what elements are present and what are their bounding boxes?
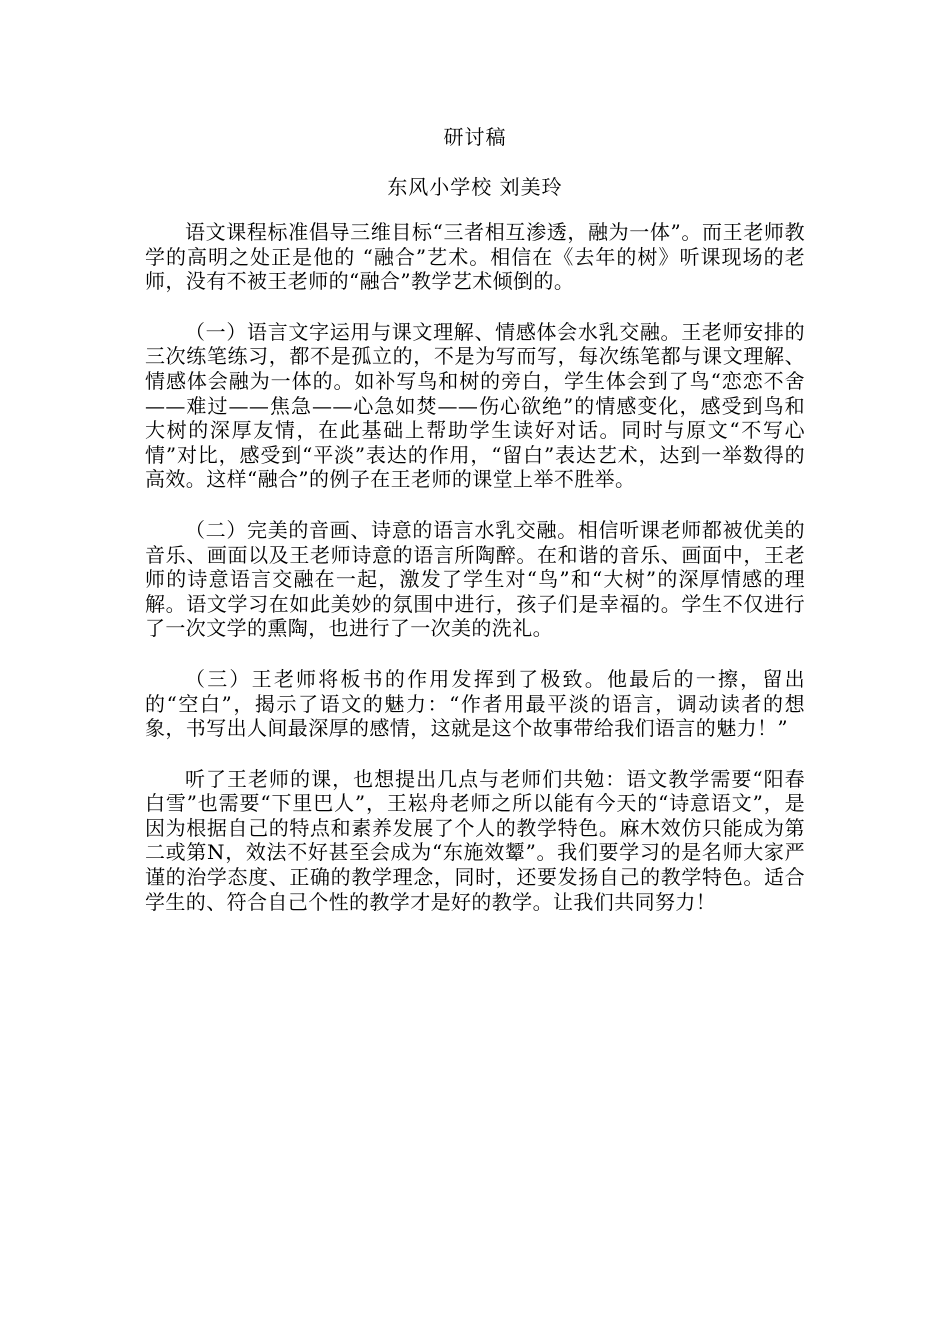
document-author: 东风小学校 刘美玲 <box>387 175 563 199</box>
paragraph-section-1: （一）语言文字运用与课文理解、情感体会水乳交融。王老师安排的三次练笔练习，都不是孤立的，不是为写而写，每次练笔都与课文理解、情感体会融为一体的。如补写鸟和树的旁白，学生体会到了鸟“恋恋不舍——难过——焦急——心急如焚——伤心欲绝”的情感变化，感受到鸟和大树的深厚友情，在此基础上帮助学生读好对话。同时与原文“不写心情”对比，感受到“平淡”表达的作用，“留白”表达艺术，达到一举数得的高效。这样“融合”的例子在王老师的课堂上举不胜举。 <box>145 319 805 492</box>
document-body <box>145 220 805 940</box>
paragraph-section-3: （三）王老师将板书的作用发挥到了极致。他最后的一擦，留出的“空白”，揭示了语文的魅力：“作者用最平淡的语言，调动读者的想象，书写出人间最深厚的感情，这就是这个故事带给我们语言的魅力！” <box>145 666 805 741</box>
paragraph-conclusion: 听了王老师的课，也想提出几点与老师们共勉：语文教学需要“阳春白雪”也需要“下里巴人”，王崧舟老师之所以能有今天的“诗意语文”，是因为根据自己的特点和素养发展了个人的教学特色。麻木效仿只能成为第二或第N，效法不好甚至会成为“东施效颦”。我们要学习的是名师大家严谨的治学态度、正确的教学理念，同时，还要发扬自己的教学特色。适合学生的、符合自己个性的教学才是好的教学。让我们共同努力！ <box>145 766 805 914</box>
paragraph-section-2: （二）完美的音画、诗意的语言水乳交融。相信听课老师都被优美的音乐、画面以及王老师诗意的语言所陶醉。在和谐的音乐、画面中，王老师的诗意语言交融在一起，激发了学生对“鸟”和“大树”的深厚情感的理解。语文学习在如此美妙的氛围中进行，孩子们是幸福的。学生不仅进行了一次文学的熏陶，也进行了一次美的洗礼。 <box>145 517 805 641</box>
document-title: 研讨稿 <box>443 125 507 149</box>
paragraph-intro: 语文课程标准倡导三维目标“三者相互渗透，融为一体”。而王老师教学的高明之处正是他的 “融合”艺术。相信在《去年的树》听课现场的老师，没有不被王老师的“融合”教学艺术倾倒的。 <box>145 220 805 294</box>
